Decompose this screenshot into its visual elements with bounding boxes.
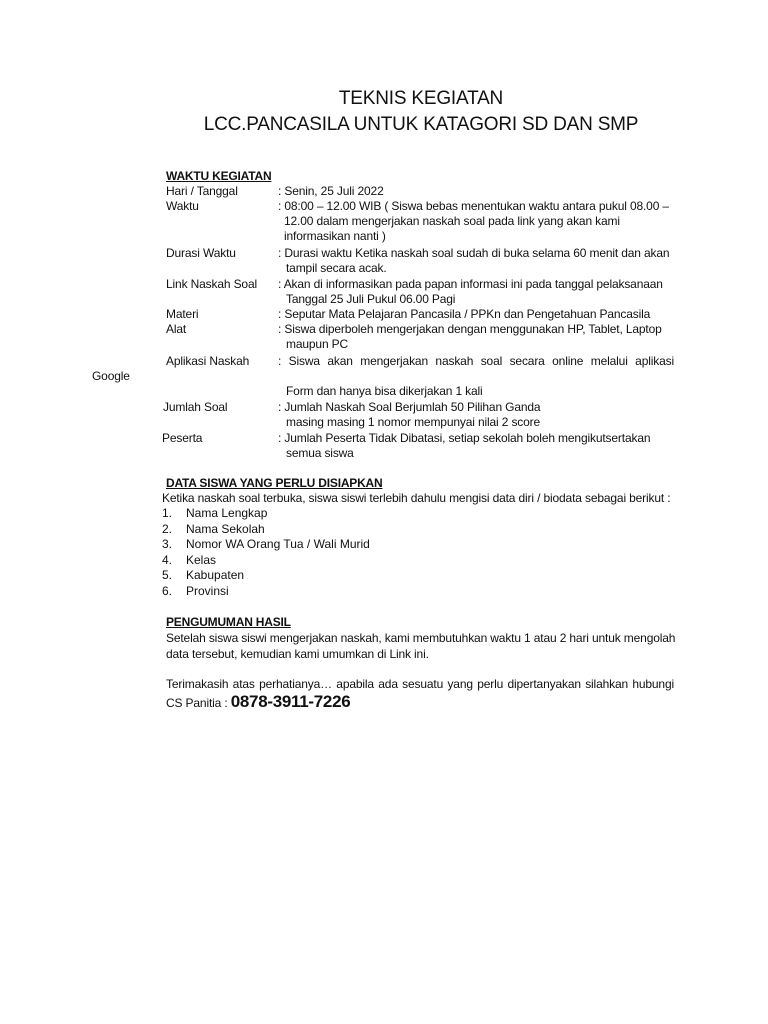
label-link-naskah: Link Naskah Soal <box>166 277 257 291</box>
list-item <box>162 568 370 584</box>
label-jumlah-soal: Jumlah Soal <box>163 400 228 414</box>
value-jumlah-2: masing masing 1 nomor mempunyai nilai 2 score <box>286 415 541 429</box>
value-alat-2: maupun PC <box>286 337 349 351</box>
list-text: Nomor WA Orang Tua / Wali Murid <box>186 537 370 551</box>
label-materi: Materi <box>166 307 199 321</box>
value-durasi-2: tampil secara acak. <box>286 261 387 275</box>
list-text: Provinsi <box>186 583 229 598</box>
list-number: 2. <box>162 521 173 536</box>
value-aplikasi-google: Google <box>92 369 130 383</box>
list-item <box>162 584 370 600</box>
value-link-1: : Akan di informasikan pada papan informasi ini pada tanggal pelaksanaan <box>278 277 663 291</box>
section-heading-data-siswa: DATA SISWA YANG PERLU DISIAPKAN <box>166 476 383 490</box>
label-durasi: Durasi Waktu <box>166 246 236 260</box>
value-aplikasi-1: : Siswa akan mengerjakan naskah soal secara online melalui aplikasi <box>278 354 674 368</box>
value-peserta-1: : Jumlah Peserta Tidak Dibatasi, setiap sekolah boleh mengikutsertakan <box>278 431 651 445</box>
value-hari-tanggal: : Senin, 25 Juli 2022 <box>278 184 384 198</box>
value-waktu-1: : 08:00 – 12.00 WIB ( Siswa bebas menentukan waktu antara pukul 08.00 – <box>278 199 669 213</box>
value-jumlah-1: : Jumlah Naskah Soal Berjumlah 50 Pilihan Ganda <box>278 400 541 414</box>
label-hari-tanggal: Hari / Tanggal <box>166 184 238 198</box>
cs-label: CS Panitia : <box>166 696 231 710</box>
list-text: Kelas <box>186 552 217 567</box>
list-item <box>162 506 370 522</box>
section-heading-pengumuman: PENGUMUMAN HASIL <box>166 615 291 629</box>
list-number: 5. <box>162 568 173 582</box>
list-text: Kabupaten <box>186 568 245 582</box>
list-number: 3. <box>162 537 173 551</box>
list-text: Nama Lengkap <box>186 506 268 520</box>
cs-phone-number: 0878-3911-7226 <box>230 692 351 711</box>
list-item <box>162 553 370 569</box>
value-alat-1: : Siswa diperboleh mengerjakan dengan menggunakan HP, Tablet, Laptop <box>278 322 662 336</box>
pengumuman-line-2: data tersebut, kemudian kami umumkan di Link ini. <box>166 647 429 661</box>
label-alat: Alat <box>166 322 187 336</box>
cs-contact <box>166 694 350 711</box>
thanks-line: Terimakasih atas perhatianya… apabila ada sesuatu yang perlu dipertanyakan silahkan hubungi <box>166 677 674 691</box>
document-title: TEKNIS KEGIATAN <box>338 88 504 109</box>
list-number: 4. <box>162 552 173 567</box>
value-durasi-1: : Durasi waktu Ketika naskah soal sudah di buka selama 60 menit dan akan <box>278 246 670 260</box>
section-heading-waktu: WAKTU KEGIATAN <box>166 169 272 183</box>
list-number: 1. <box>162 506 173 520</box>
label-aplikasi: Aplikasi Naskah <box>166 354 250 368</box>
data-siswa-intro: Ketika naskah soal terbuka, siswa siswi terlebih dahulu mengisi data diri / biodata sebagai berikut : <box>162 491 671 505</box>
list-item <box>162 537 370 553</box>
document-subtitle: LCC.PANCASILA UNTUK KATAGORI SD DAN SMP <box>203 114 639 135</box>
value-link-2: Tanggal 25 Juli Pukul 06.00 Pagi <box>286 292 456 306</box>
value-waktu-2: 12.00 dalam mengerjakan naskah soal pada link yang akan kami <box>284 214 620 228</box>
value-materi: : Seputar Mata Pelajaran Pancasila / PPKn dan Pengetahuan Pancasila <box>278 307 651 321</box>
pengumuman-line-1: Setelah siswa siswi mengerjakan naskah, kami membutuhkan waktu 1 atau 2 hari untuk mengolah <box>166 631 676 645</box>
label-waktu: Waktu <box>166 199 199 213</box>
data-siswa-list <box>162 506 370 599</box>
list-text: Nama Sekolah <box>186 521 265 536</box>
list-number: 6. <box>162 583 173 598</box>
list-item <box>162 522 370 538</box>
value-aplikasi-2: Form dan hanya bisa dikerjakan 1 kali <box>286 384 483 398</box>
value-waktu-3: informasikan nanti ) <box>284 229 386 243</box>
value-peserta-2: semua siswa <box>286 446 354 460</box>
label-peserta: Peserta <box>162 431 203 445</box>
